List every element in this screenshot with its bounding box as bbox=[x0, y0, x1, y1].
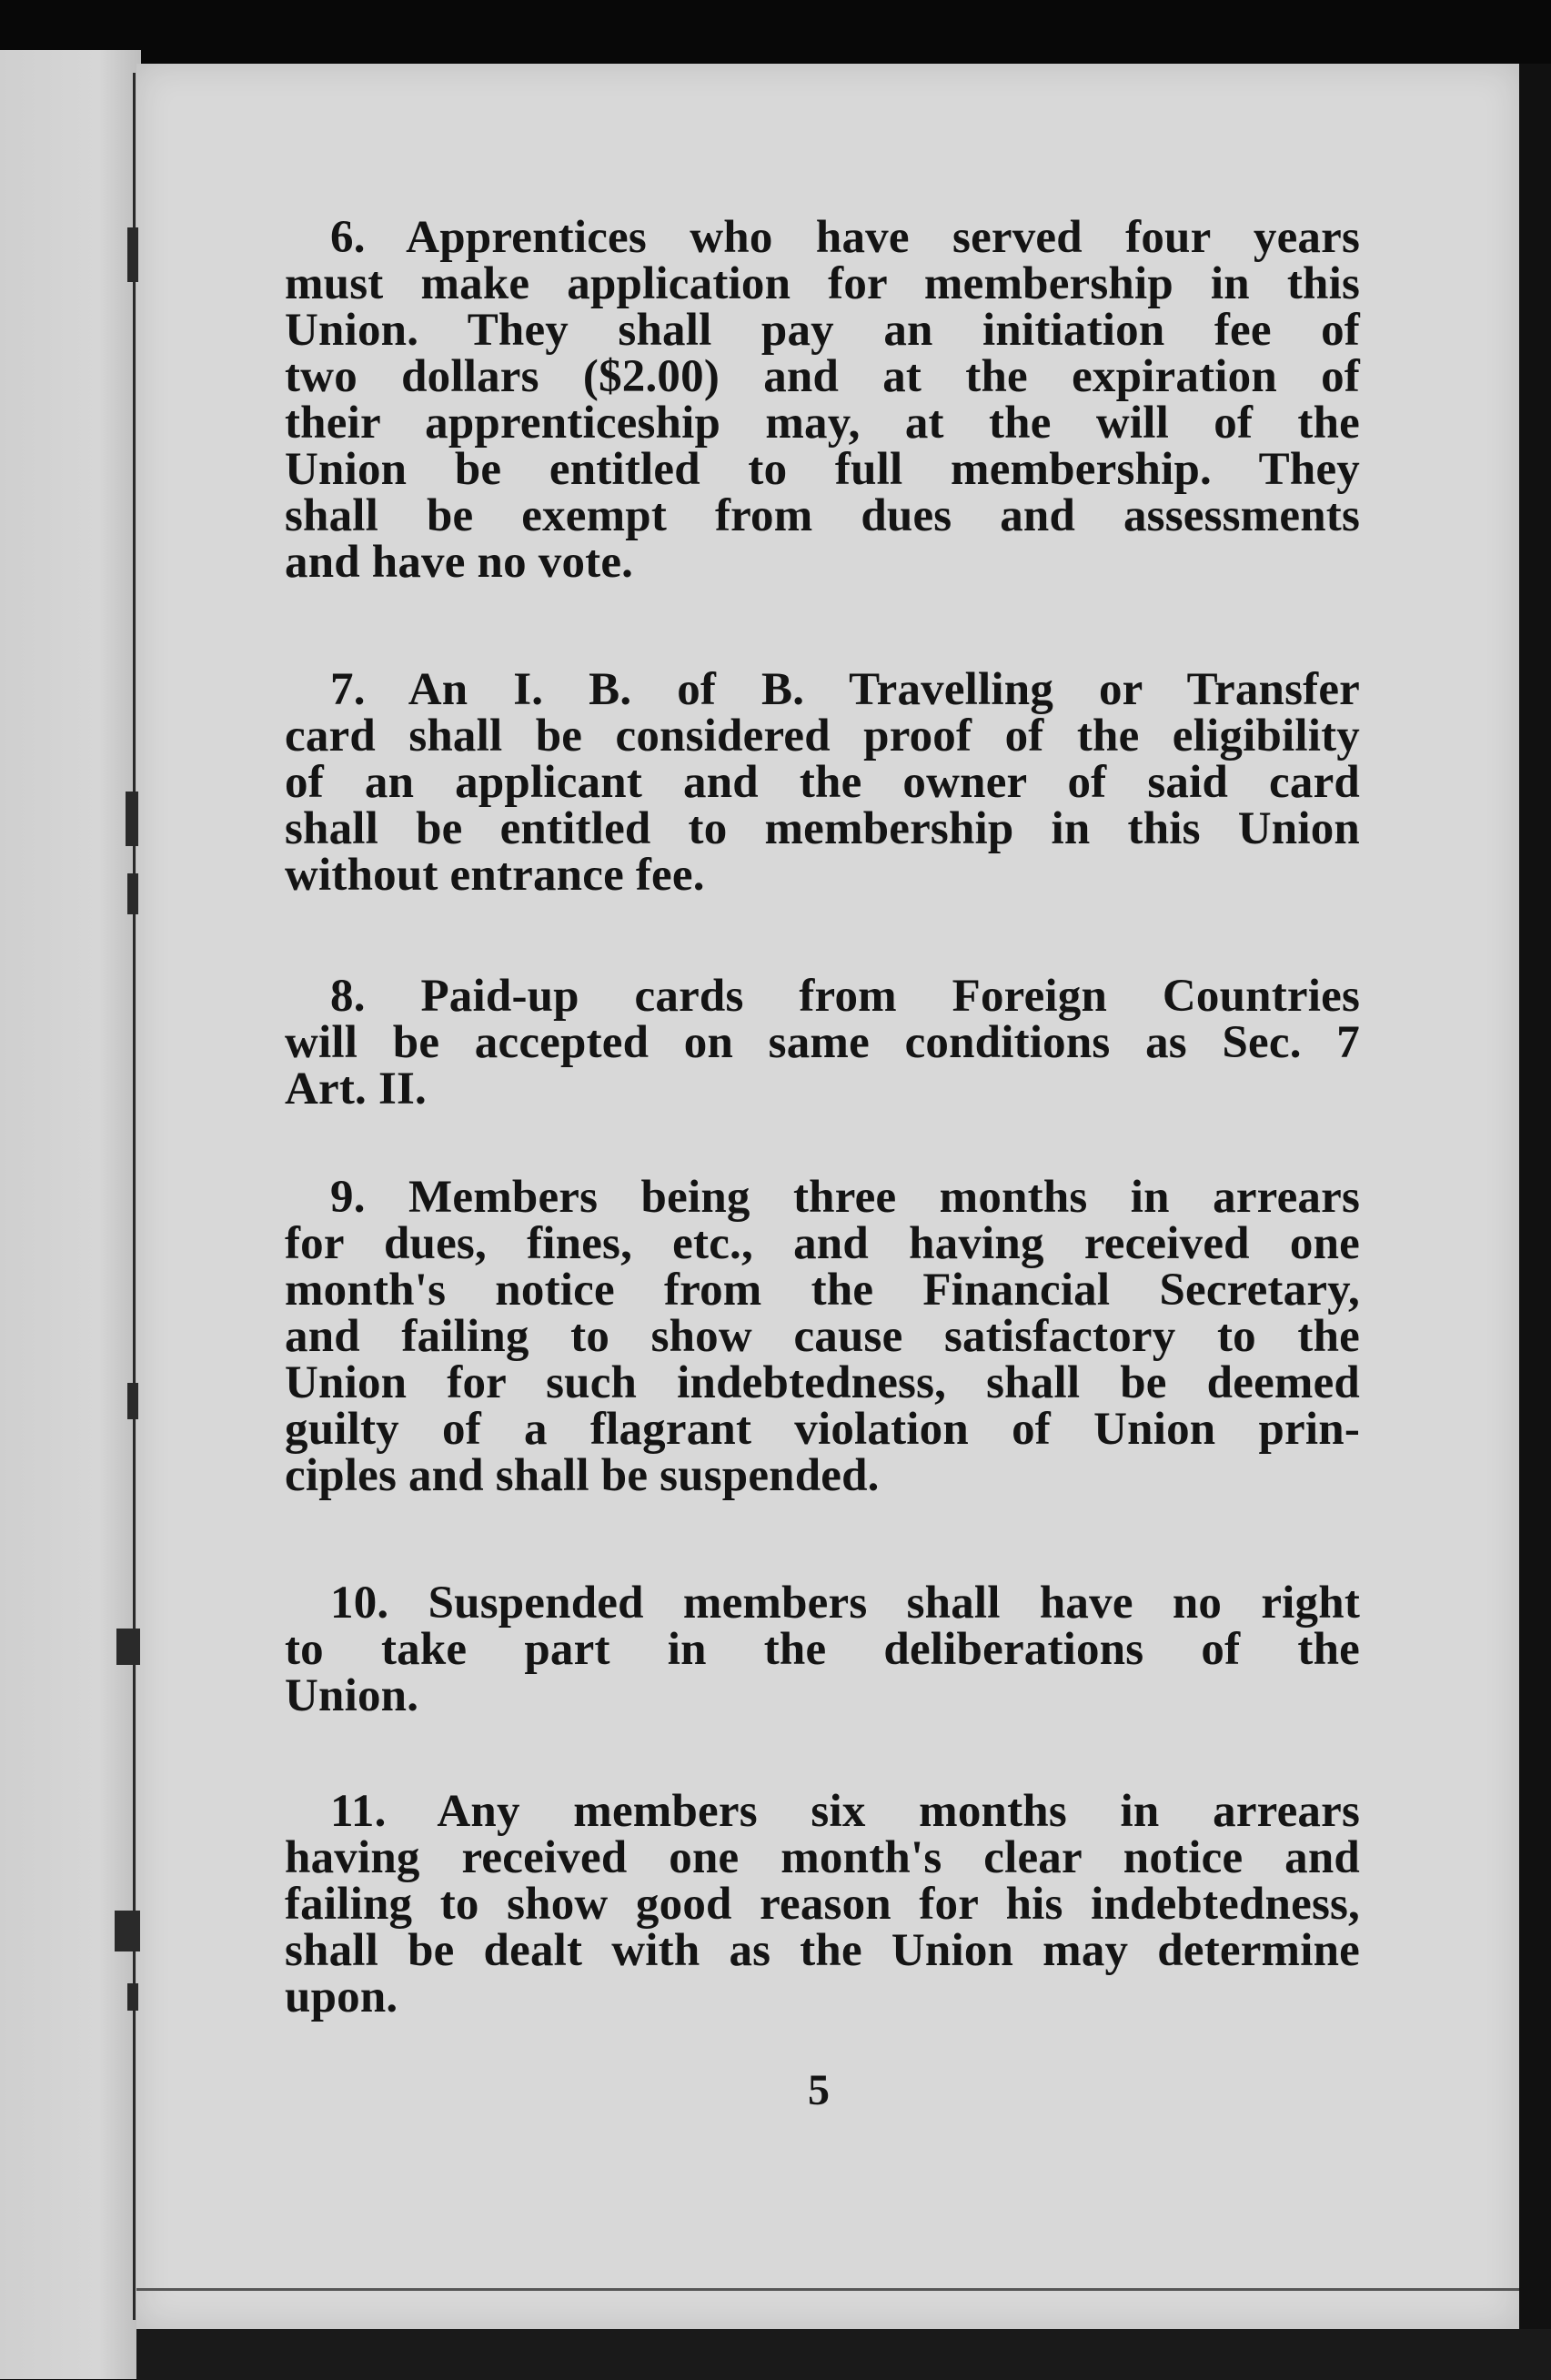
text-line: shall be entitled to membership in this Union bbox=[285, 803, 1360, 854]
binding-mark bbox=[116, 1629, 140, 1665]
text-line: Union. They shall pay an initiation fee of bbox=[285, 305, 1360, 356]
binding-mark bbox=[127, 227, 138, 282]
text-line: for dues, fines, etc., and having received one bbox=[285, 1218, 1360, 1269]
text-line: 9. Members being three months in arrears bbox=[330, 1172, 1360, 1223]
text-line: card shall be considered proof of the eligibility bbox=[285, 711, 1360, 761]
binding-mark bbox=[127, 1383, 138, 1419]
text-line: 11. Any members six months in arrears bbox=[330, 1786, 1360, 1837]
text-line: to take part in the deliberations of the bbox=[285, 1624, 1360, 1675]
text-line: will be accepted on same conditions as Sec. 7 bbox=[285, 1017, 1360, 1068]
text-line: shall be dealt with as the Union may determine bbox=[285, 1925, 1360, 1976]
text-line: 6. Apprentices who have served four years bbox=[330, 212, 1360, 263]
binding-mark bbox=[127, 1983, 138, 2011]
text-line: two dollars ($2.00) and at the expiration of bbox=[285, 351, 1360, 402]
text-line: 7. An I. B. of B. Travelling or Transfer bbox=[330, 664, 1360, 715]
binding-mark bbox=[115, 1911, 140, 1951]
page-bottom-rule bbox=[136, 2288, 1519, 2291]
text-line: and failing to show cause satisfactory to the bbox=[285, 1311, 1360, 1362]
scan-right-border bbox=[1519, 64, 1551, 2380]
text-line: failing to show good reason for his indebtedness, bbox=[285, 1879, 1360, 1930]
text-line: guilty of a flagrant violation of Union prin- bbox=[285, 1404, 1360, 1455]
paragraph-9 bbox=[285, 1172, 1360, 1501]
left-page-edge bbox=[0, 50, 141, 2379]
paragraph-11 bbox=[285, 1786, 1360, 2022]
text-line: upon. bbox=[285, 1972, 398, 2022]
text-line: Union for such indebtedness, shall be deemed bbox=[285, 1357, 1360, 1408]
text-line: Union. bbox=[285, 1670, 419, 1721]
text-line: having received one month's clear notice and bbox=[285, 1832, 1360, 1883]
paragraph-10 bbox=[285, 1580, 1360, 1719]
paragraph-6 bbox=[285, 212, 1360, 588]
text-line: of an applicant and the owner of said card bbox=[285, 757, 1360, 808]
scan-top-border bbox=[0, 0, 1551, 64]
text-line: without entrance fee. bbox=[285, 850, 705, 901]
page-number: 5 bbox=[808, 2066, 830, 2114]
text-line: shall be exempt from dues and assessments bbox=[285, 490, 1360, 541]
paragraph-7 bbox=[285, 664, 1360, 901]
text-line: Art. II. bbox=[285, 1064, 427, 1114]
binding-mark bbox=[127, 873, 138, 914]
text-line: and have no vote. bbox=[285, 537, 634, 588]
text-line: 10. Suspended members shall have no right bbox=[330, 1578, 1360, 1629]
scan-bottom-border bbox=[136, 2329, 1551, 2380]
paragraph-8 bbox=[285, 973, 1360, 1113]
text-line: month's notice from the Financial Secretary, bbox=[285, 1265, 1360, 1316]
binding-mark bbox=[126, 792, 138, 846]
text-line: their apprenticeship may, at the will of the bbox=[285, 398, 1360, 449]
text-line: ciples and shall be suspended. bbox=[285, 1450, 880, 1501]
text-line: must make application for membership in this bbox=[285, 258, 1360, 309]
text-line: Union be entitled to full membership. They bbox=[285, 444, 1360, 495]
text-line: 8. Paid-up cards from Foreign Countries bbox=[330, 971, 1360, 1022]
